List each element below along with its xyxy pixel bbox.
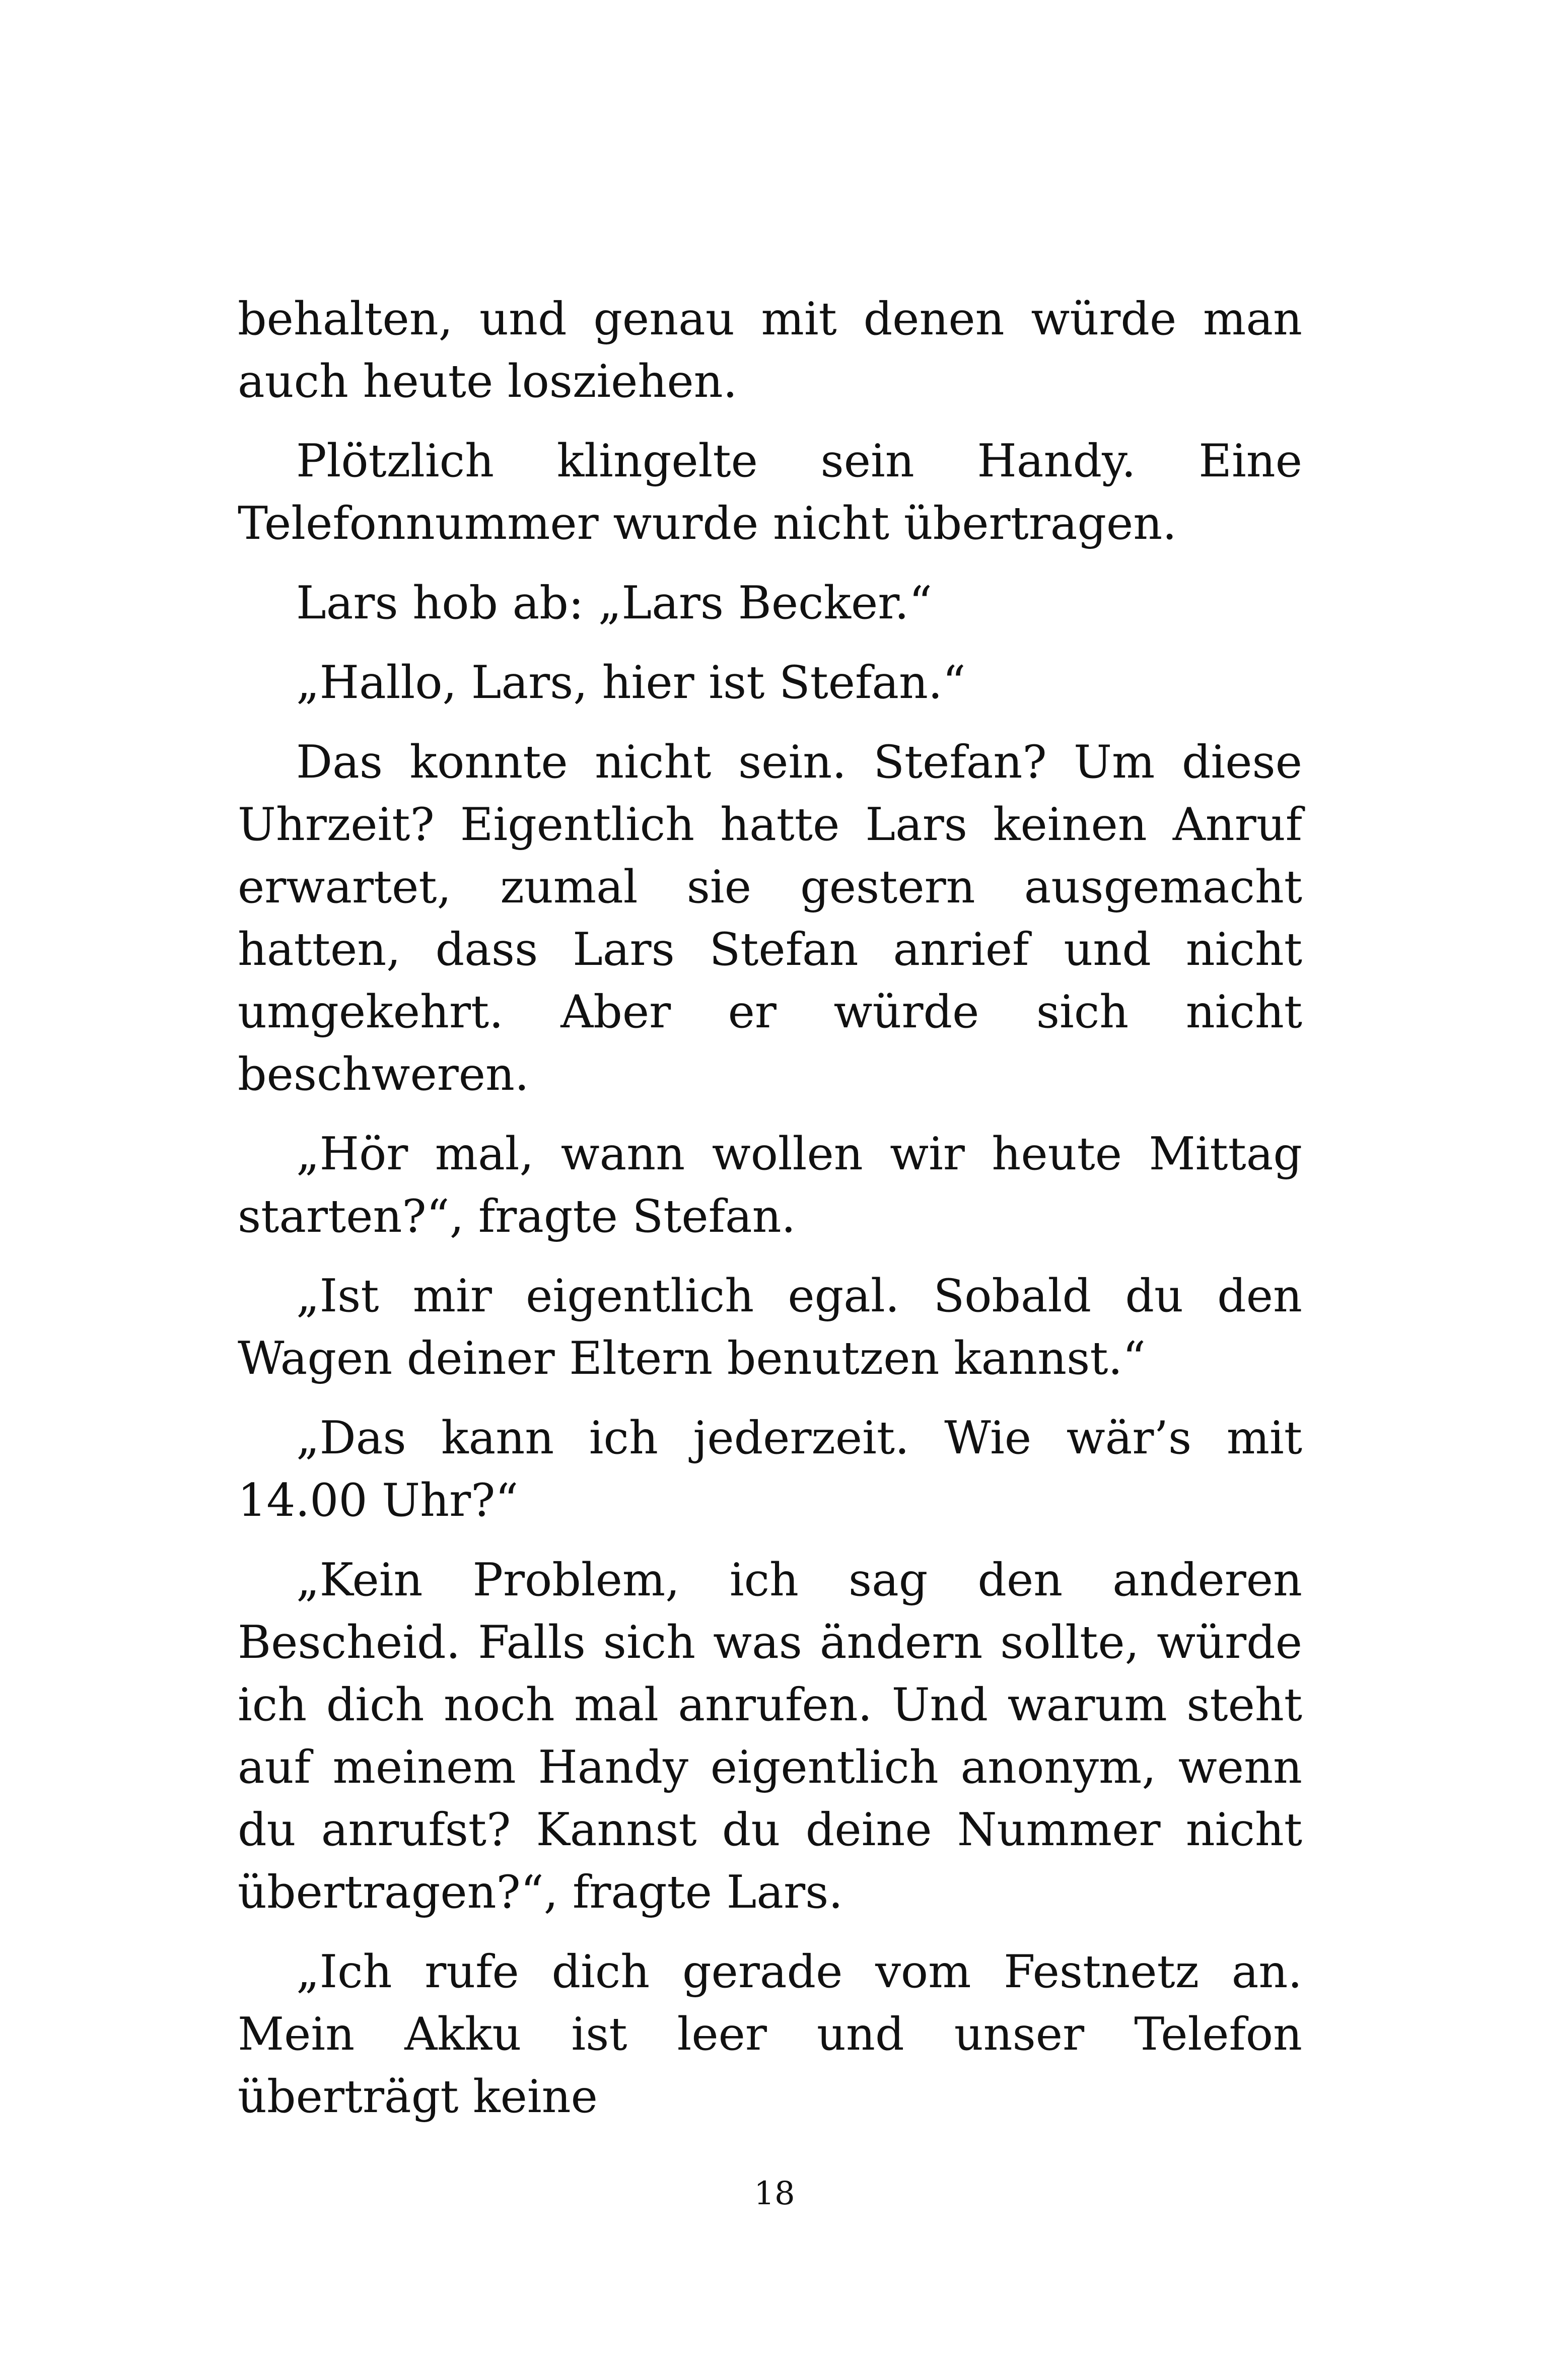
paragraph-6: „Hör mal, wann wollen wir heute Mittag starten?“, fragte Stefan. <box>238 1128 1302 1243</box>
paragraph-4: „Hallo, Lars, hier ist Stefan.“ <box>296 656 966 709</box>
body-text <box>238 288 1302 2145</box>
paragraph-3: Lars hob ab: „Lars Becker.“ <box>296 577 933 629</box>
paragraph-2: Plötzlich klingelte sein Handy. Eine Telefonnummer wurde nicht übertragen. <box>238 435 1302 550</box>
page-number: 18 <box>754 2175 795 2212</box>
paragraph-9: „Kein Problem, ich sag den anderen Bescheid. Falls sich was ändern sollte, würde ich dich noch mal anrufen. Und warum steht auf meinem Handy eigentlich anonym, wenn du anrufst? Kannst du deine Nummer nicht übertragen?“, fragte Lars. <box>238 1554 1302 1919</box>
paragraph-5: Das konnte nicht sein. Stefan? Um diese Uhrzeit? Eigentlich hatte Lars keinen Anruf erwartet, zumal sie gestern ausgemacht hatten, dass Lars Stefan anrief und nicht umgekehrt. Aber er würde sich nicht beschweren. <box>238 736 1302 1101</box>
paragraph-1: behalten, und genau mit denen würde man auch heute losziehen. <box>238 293 1302 408</box>
paragraph-7: „Ist mir eigentlich egal. Sobald du den Wagen deiner Eltern benutzen kannst.“ <box>238 1270 1302 1385</box>
paragraph-8: „Das kann ich jederzeit. Wie wär’s mit 14.00 Uhr?“ <box>238 1412 1302 1527</box>
paragraph-10: „Ich rufe dich gerade vom Festnetz an. Mein Akku ist leer und unser Telefon überträgt keine <box>238 1945 1302 2123</box>
